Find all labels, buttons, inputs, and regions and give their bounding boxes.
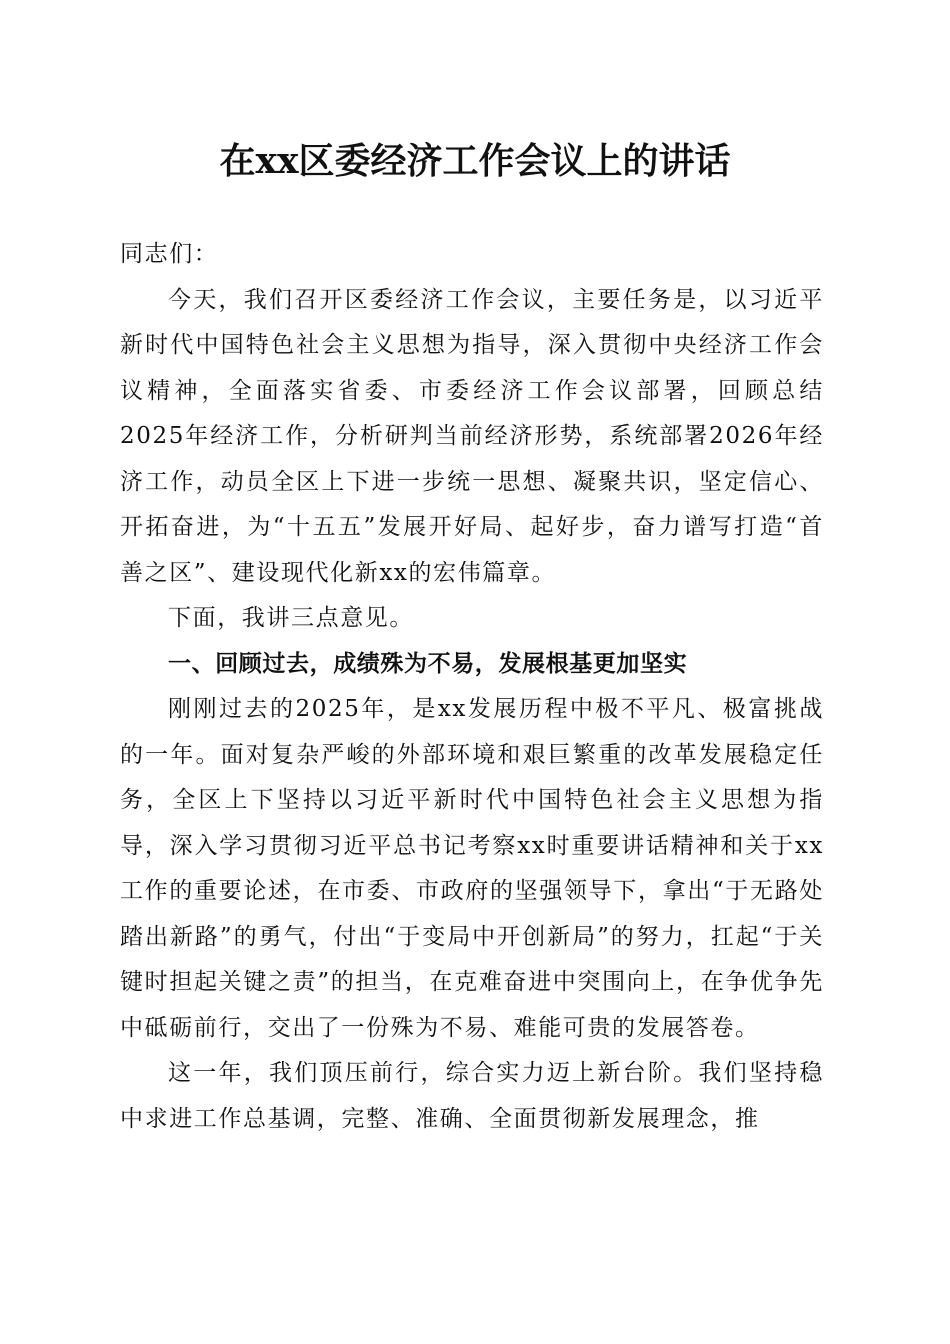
paragraph-transition: 下面，我讲三点意见。 — [168, 605, 414, 631]
document-body — [120, 232, 824, 1142]
paragraph-intro: 今天，我们召开区委经济工作会议，主要任务是，以习近平新时代中国特色社会主义思想为指导，深入贯彻中央经济工作会议精神，全面落实省委、市委经济工作会议部署，回顾总结2025年经济工作，分析研判当前经济形势，系统部署2026年经济工作，动员全区上下进一步统一思想、凝聚共识，坚定信心、开拓奋进，为“十五五”发展开好局、起好步，奋力谱写打造“首善之区”、建设现代化新xx的宏伟篇章。 — [120, 286, 824, 586]
section-heading-1: 一、回顾过去，成绩殊为不易，发展根基更加坚实 — [168, 650, 688, 677]
paragraph-review: 刚刚过去的2025年，是xx发展历程中极不平凡、极富挑战的一年。面对复杂严峻的外部环境和艰巨繁重的改革发展稳定任务，全区上下坚持以习近平新时代中国特色社会主义思想为指导，深入学习贯彻习近平总书记考察xx时重要讲话精神和关于xx工作的重要论述，在市委、市政府的坚强领导下，拿出“于无路处踏出新路”的勇气，付出“于变局中开创新局”的努力，扛起“于关键时担起关键之责”的担当，在克难奋进中突围向上，在争优争先中砥砺前行，交出了一份殊为不易、难能可贵的发展答卷。 — [120, 696, 824, 1041]
salutation: 同志们： — [120, 241, 219, 267]
document-title: 在xx区委经济工作会议上的讲话 — [219, 140, 731, 182]
paragraph-year-summary: 这一年，我们顶压前行，综合实力迈上新台阶。我们坚持稳中求进工作总基调，完整、准确、全面贯彻新发展理念，推 — [120, 1060, 824, 1132]
